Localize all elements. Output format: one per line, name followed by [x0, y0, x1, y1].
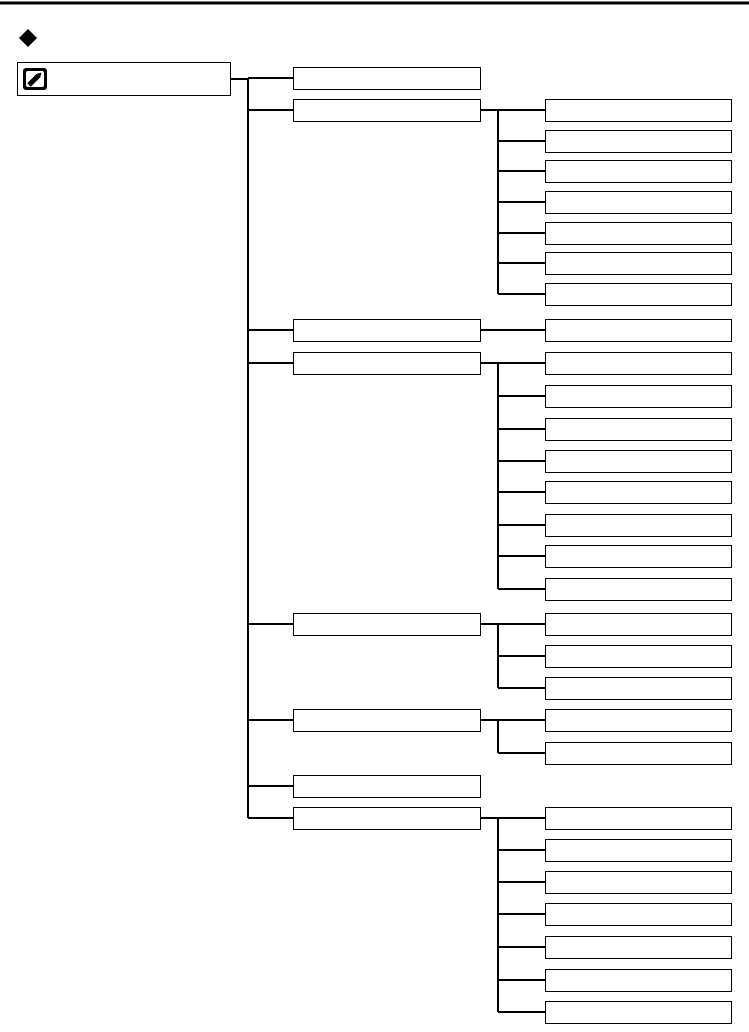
branch-node-1[interactable] — [294, 68, 481, 90]
leaf-node-4-3[interactable] — [546, 419, 732, 441]
root-box — [18, 63, 231, 96]
leaf-node-5-3[interactable] — [546, 678, 732, 700]
leaf-node-4-5[interactable] — [546, 482, 732, 504]
branch-node-4-box — [294, 353, 481, 375]
leaf-node-2-5-box — [546, 223, 732, 245]
diamond-icon — [19, 29, 37, 47]
leaf-node-8-2[interactable] — [546, 840, 732, 862]
branch-node-6-box — [294, 710, 481, 732]
branch-node-4[interactable] — [294, 353, 481, 375]
leaf-node-2-7-box — [546, 284, 732, 306]
leaf-node-4-7-box — [546, 546, 732, 568]
leaf-node-8-4-box — [546, 904, 732, 926]
leaf-node-4-1-box — [546, 353, 732, 375]
leaf-node-5-2-box — [546, 646, 732, 668]
leaf-node-2-6[interactable] — [546, 253, 732, 275]
leaf-node-2-5[interactable] — [546, 223, 732, 245]
leaf-node-8-5[interactable] — [546, 937, 732, 959]
pencil-note-icon — [23, 68, 47, 90]
leaf-node-4-2[interactable] — [546, 386, 732, 408]
branch-node-3[interactable] — [294, 320, 481, 342]
leaf-node-5-1-box — [546, 614, 732, 636]
leaf-node-3-1-box — [546, 320, 732, 342]
leaf-node-3-1[interactable] — [546, 320, 732, 342]
leaf-node-4-8-box — [546, 579, 732, 601]
tree-nodes — [294, 68, 732, 1024]
leaf-node-8-3-box — [546, 872, 732, 894]
leaf-node-2-3[interactable] — [546, 161, 732, 183]
leaf-node-4-4[interactable] — [546, 451, 732, 473]
connector-lines — [231, 78, 546, 1012]
branch-node-5-box — [294, 614, 481, 636]
leaf-node-8-7[interactable] — [546, 1002, 732, 1024]
leaf-node-6-2-box — [546, 743, 732, 765]
branch-node-3-box — [294, 320, 481, 342]
branch-node-1-box — [294, 68, 481, 90]
leaf-node-2-2-box — [546, 131, 732, 153]
leaf-node-8-6[interactable] — [546, 970, 732, 992]
leaf-node-6-2[interactable] — [546, 743, 732, 765]
leaf-node-6-1[interactable] — [546, 710, 732, 732]
branch-node-8-box — [294, 808, 481, 830]
leaf-node-8-1[interactable] — [546, 808, 732, 830]
leaf-node-4-7[interactable] — [546, 546, 732, 568]
branch-node-7[interactable] — [294, 776, 481, 798]
leaf-node-8-6-box — [546, 970, 732, 992]
leaf-node-2-3-box — [546, 161, 732, 183]
leaf-node-5-3-box — [546, 678, 732, 700]
leaf-node-8-4[interactable] — [546, 904, 732, 926]
leaf-node-4-6[interactable] — [546, 515, 732, 537]
leaf-node-4-1[interactable] — [546, 353, 732, 375]
branch-node-2[interactable] — [294, 100, 481, 122]
leaf-node-8-7-box — [546, 1002, 732, 1024]
leaf-node-5-1[interactable] — [546, 614, 732, 636]
branch-node-7-box — [294, 776, 481, 798]
leaf-node-4-6-box — [546, 515, 732, 537]
leaf-node-4-2-box — [546, 386, 732, 408]
branch-node-8[interactable] — [294, 808, 481, 830]
leaf-node-2-6-box — [546, 253, 732, 275]
branch-node-6[interactable] — [294, 710, 481, 732]
leaf-node-8-2-box — [546, 840, 732, 862]
leaf-node-2-1[interactable] — [546, 100, 732, 122]
leaf-node-2-2[interactable] — [546, 131, 732, 153]
leaf-node-4-8[interactable] — [546, 579, 732, 601]
leaf-node-5-2[interactable] — [546, 646, 732, 668]
leaf-node-6-1-box — [546, 710, 732, 732]
branch-node-2-box — [294, 100, 481, 122]
leaf-node-2-1-box — [546, 100, 732, 122]
leaf-node-8-5-box — [546, 937, 732, 959]
leaf-node-4-4-box — [546, 451, 732, 473]
leaf-node-2-4[interactable] — [546, 192, 732, 214]
branch-node-5[interactable] — [294, 614, 481, 636]
root-node[interactable] — [18, 63, 231, 96]
leaf-node-4-3-box — [546, 419, 732, 441]
leaf-node-4-5-box — [546, 482, 732, 504]
leaf-node-8-1-box — [546, 808, 732, 830]
leaf-node-2-7[interactable] — [546, 284, 732, 306]
leaf-node-2-4-box — [546, 192, 732, 214]
leaf-node-8-3[interactable] — [546, 872, 732, 894]
